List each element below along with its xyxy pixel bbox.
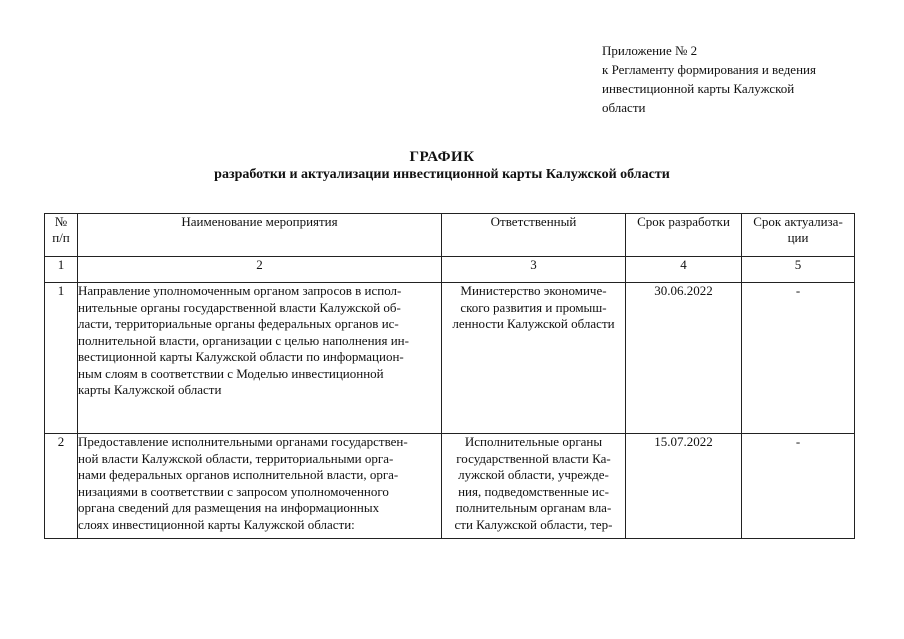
numbering-row bbox=[45, 257, 855, 283]
header-row bbox=[45, 214, 855, 257]
document-title: ГРАФИК bbox=[409, 149, 475, 165]
dev-deadline-cell: 15.07.2022 bbox=[626, 434, 742, 539]
header-update-line: Срок актуализа- bbox=[753, 214, 843, 229]
activity-cell bbox=[78, 283, 442, 434]
responsible-line: полнительным органам вла- bbox=[455, 500, 612, 515]
column-number: 5 bbox=[742, 257, 855, 283]
activity-cell bbox=[78, 434, 442, 539]
activity-line: полнительной власти, организации с целью наполнения ин- bbox=[78, 332, 409, 348]
responsible-line: Министерство экономиче- bbox=[460, 283, 607, 298]
activity-line: вестиционной карты Калужской области по информацион- bbox=[78, 349, 404, 364]
activity-line: нами федеральных органов исполнительной власти, орга- bbox=[78, 467, 399, 482]
responsible-line: ского развития и промыш- bbox=[460, 299, 607, 315]
header-activity: Наименование мероприятия bbox=[78, 214, 442, 257]
responsible-line: сти Калужской области, тер- bbox=[454, 516, 613, 532]
header-update-line: ции bbox=[787, 230, 809, 245]
appendix-line: области bbox=[602, 100, 646, 115]
responsible-cell bbox=[442, 283, 626, 434]
header-number bbox=[45, 214, 78, 257]
schedule-table bbox=[44, 213, 855, 539]
activity-line: слоях инвестиционной карты Калужской области: bbox=[78, 516, 355, 532]
column-number: 3 bbox=[442, 257, 626, 283]
responsible-line: лужской области, учрежде- bbox=[458, 467, 609, 482]
appendix-line: инвестиционной карты Калужской bbox=[602, 81, 795, 96]
activity-line: нительные органы государственной власти Калужской об- bbox=[78, 299, 401, 315]
table-row bbox=[45, 283, 855, 434]
column-number: 2 bbox=[78, 257, 442, 283]
activity-line: ласти, территориальные органы федеральных органов ис- bbox=[78, 316, 399, 331]
header-number-line: № bbox=[54, 214, 68, 229]
responsible-line: государственной власти Ка- bbox=[456, 450, 611, 466]
header-dev-deadline: Срок разработки bbox=[626, 214, 742, 257]
row-number: 1 bbox=[45, 283, 78, 434]
update-deadline-cell: - bbox=[742, 434, 855, 539]
dev-deadline-cell: 30.06.2022 bbox=[626, 283, 742, 434]
appendix-line: к Регламенту формирования и ведения bbox=[602, 62, 816, 77]
column-number: 4 bbox=[626, 257, 742, 283]
responsible-cell bbox=[442, 434, 626, 539]
responsible-line: Исполнительные органы bbox=[464, 434, 603, 449]
document-subtitle: разработки и актуализации инвестиционной карты Калужской области bbox=[214, 167, 670, 182]
activity-line: Предоставление исполнительными органами государствен- bbox=[78, 434, 408, 449]
table-row bbox=[45, 434, 855, 539]
responsible-line: ния, подведомственные ис- bbox=[458, 483, 609, 499]
activity-line: Направление уполномоченным органом запросов в испол- bbox=[78, 283, 402, 298]
column-number: 1 bbox=[45, 257, 78, 283]
header-responsible: Ответственный bbox=[442, 214, 626, 257]
activity-line: ным слоям в соответствии с Моделью инвестиционной bbox=[78, 365, 384, 381]
update-deadline-cell: - bbox=[742, 283, 855, 434]
header-update-deadline bbox=[742, 214, 855, 257]
activity-line: карты Калужской области bbox=[78, 382, 222, 397]
activity-line: низациями в соответствии с запросом уполномоченного bbox=[78, 483, 389, 499]
activity-line: ной власти Калужской области, территориальными орга- bbox=[78, 450, 394, 466]
row-number: 2 bbox=[45, 434, 78, 539]
appendix-note bbox=[602, 41, 816, 117]
activity-line: органа сведений для размещения на информационных bbox=[78, 500, 380, 515]
header-number-line: п/п bbox=[52, 230, 70, 245]
responsible-line: ленности Калужской области bbox=[452, 316, 615, 331]
appendix-line: Приложение № 2 bbox=[602, 43, 698, 58]
